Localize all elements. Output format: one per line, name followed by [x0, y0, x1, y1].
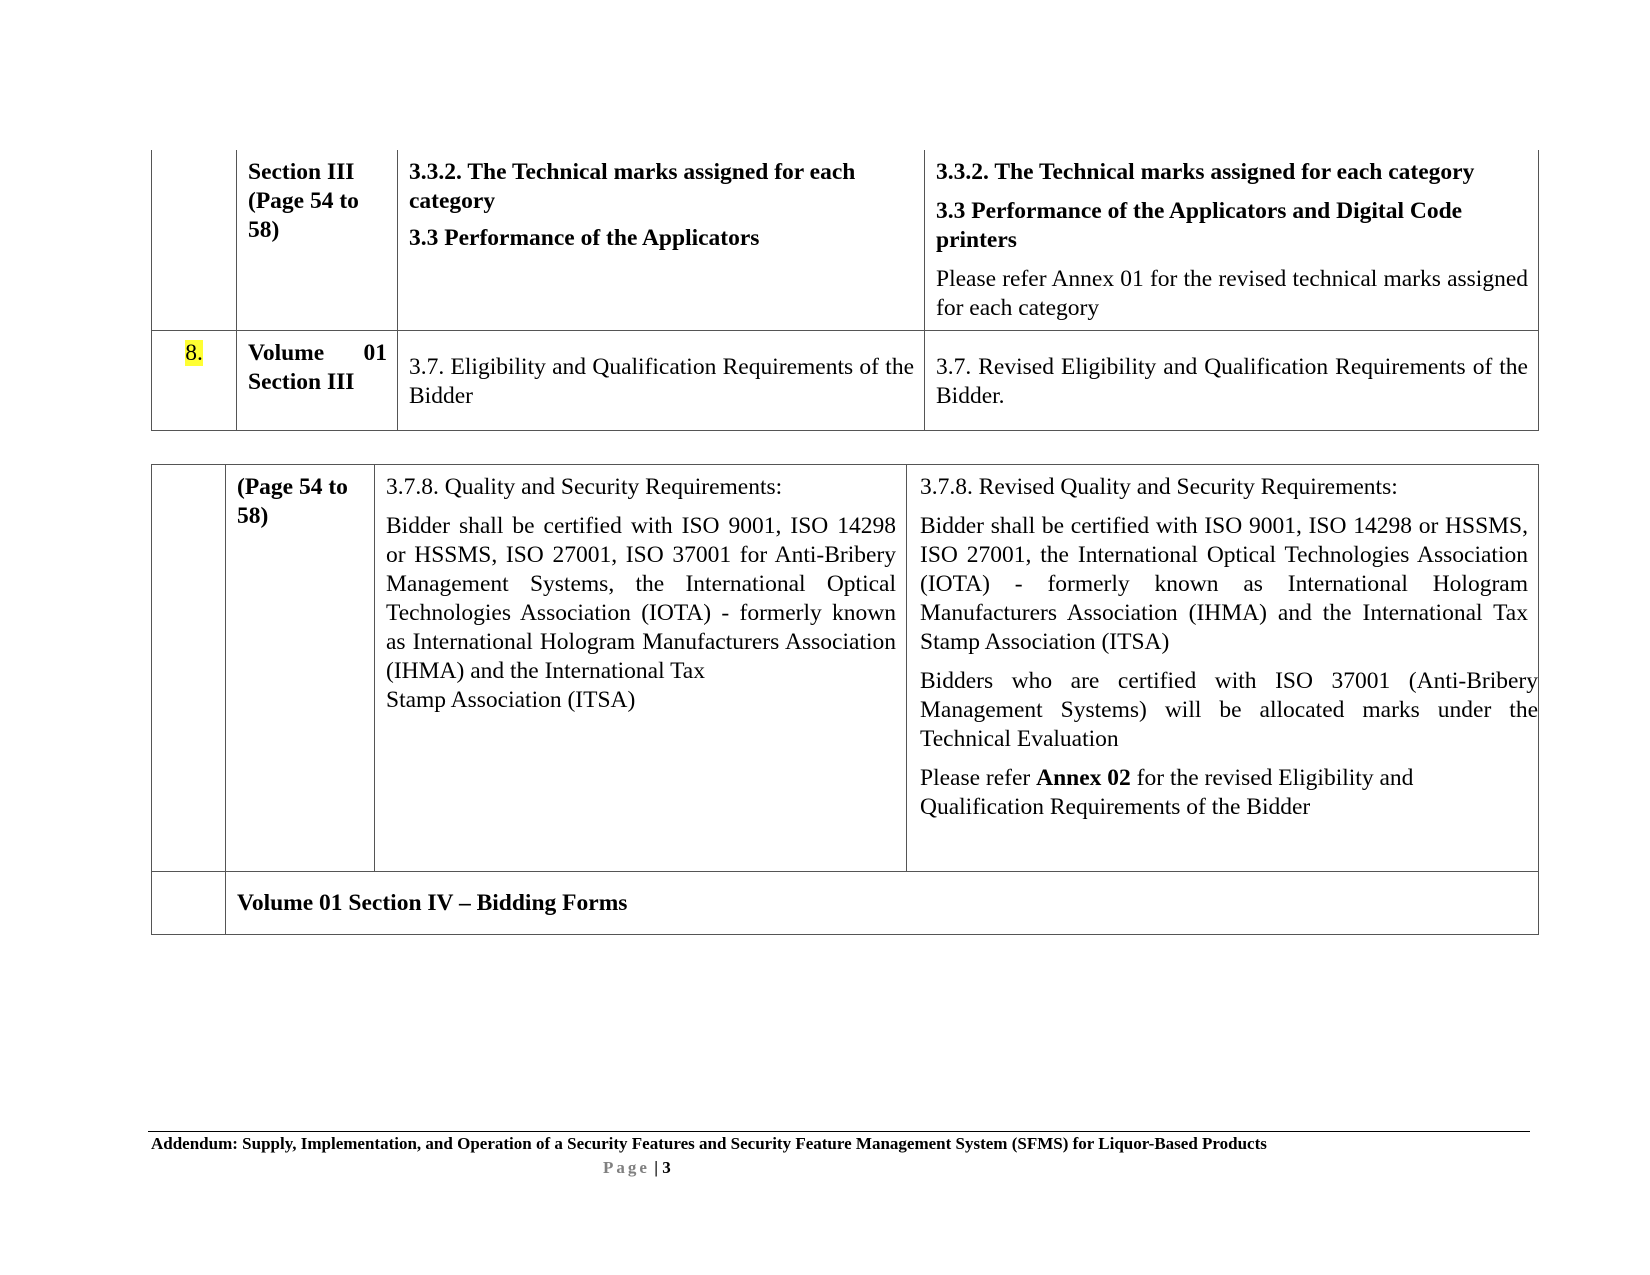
reference-text: (Page 54 to 58)	[237, 474, 348, 529]
reference-cell	[237, 330, 398, 430]
row-number-cell	[152, 465, 226, 872]
page-separator: |	[649, 1158, 663, 1177]
reference-section: Section III	[248, 368, 355, 395]
revised-clause-cell	[925, 330, 1539, 430]
footer-divider	[148, 1131, 1530, 1132]
revised-clause-cell	[925, 150, 1539, 330]
existing-clause-body-end: Stamp Association (ITSA)	[386, 687, 636, 713]
revised-clause-text: 3.7. Revised Eligibility and Qualification Requirements of the Bidder.	[936, 353, 1528, 409]
existing-clause-title: 3.3.2. The Technical marks assigned for each category	[409, 159, 856, 214]
section-heading-cell	[226, 872, 1539, 935]
revised-clause-body-2: Bidders who are certified with ISO 37001 (Anti-Bribery Management Systems) will be allocated marks under the Technical Evaluation	[920, 668, 1538, 752]
addendum-table	[151, 464, 1539, 935]
reference-cell	[226, 465, 375, 872]
revised-clause-title: 3.3.2. The Technical marks assigned for each category	[936, 159, 1475, 185]
table-row	[152, 465, 1539, 872]
reference-volume-number: 01	[363, 339, 387, 366]
revised-clause-body: Bidder shall be certified with ISO 9001, ISO 14298 or HSSMS, ISO 27001, the International Optical Technologies Association (IOTA) - formerly known as International Hologram Manufacturers Association (IHMA) and the International Tax Stamp Association (ITSA)	[920, 513, 1528, 655]
table-row	[152, 150, 1539, 330]
annex-reference: Annex 02	[1036, 765, 1131, 791]
reference-cell	[237, 150, 398, 330]
row-number: 8.	[185, 339, 203, 366]
row-number-cell	[152, 150, 237, 330]
addendum-table-continued	[151, 150, 1539, 431]
table-row	[152, 330, 1539, 430]
reference-text: Section III (Page 54 to 58)	[248, 159, 359, 243]
reference-volume-label: Volume	[248, 339, 325, 366]
revised-clause-title: 3.7.8. Revised Quality and Security Requirements:	[920, 474, 1398, 500]
table-row	[152, 872, 1539, 935]
revised-clause-cell	[907, 465, 1539, 872]
existing-clause-cell	[398, 150, 925, 330]
existing-clause-text: 3.7. Eligibility and Qualification Requirements of the Bidder	[409, 353, 914, 409]
note-text-start: Please refer	[920, 765, 1037, 791]
existing-clause-cell	[398, 330, 925, 430]
row-number-cell	[152, 872, 226, 935]
revised-clause-subtitle: 3.3 Performance of the Applicators and Digital Code printers	[936, 198, 1463, 253]
page-label: Page	[603, 1158, 650, 1177]
existing-clause-cell	[375, 465, 907, 872]
footer-title: Addendum: Supply, Implementation, and Operation of a Security Features and Security Feature Management System (SFMS) for Liquor-Based Products	[151, 1134, 1267, 1153]
row-number-cell	[152, 330, 237, 430]
page-number-value: 3	[662, 1158, 671, 1177]
existing-clause-body: Bidder shall be certified with ISO 9001, ISO 14298 or HSSMS, ISO 27001, ISO 37001 for Anti-Bribery Management Systems, the International Optical Technologies Association (IOTA) - formerly known as International Hologram Manufacturers Association (IHMA) and the International Tax	[386, 513, 896, 684]
revised-clause-note: Please refer Annex 01 for the revised technical marks assigned for each category	[936, 266, 1528, 321]
page-number	[603, 1158, 671, 1178]
existing-clause-title: 3.7.8. Quality and Security Requirements:	[386, 474, 783, 500]
revised-clause-note	[920, 764, 1538, 822]
note-text-end: for the revised Eligibility and Qualification Requirements of the Bidder	[920, 765, 1414, 820]
section-heading: Volume 01 Section IV – Bidding Forms	[237, 889, 628, 916]
existing-clause-subtitle: 3.3 Performance of the Applicators	[409, 225, 760, 251]
